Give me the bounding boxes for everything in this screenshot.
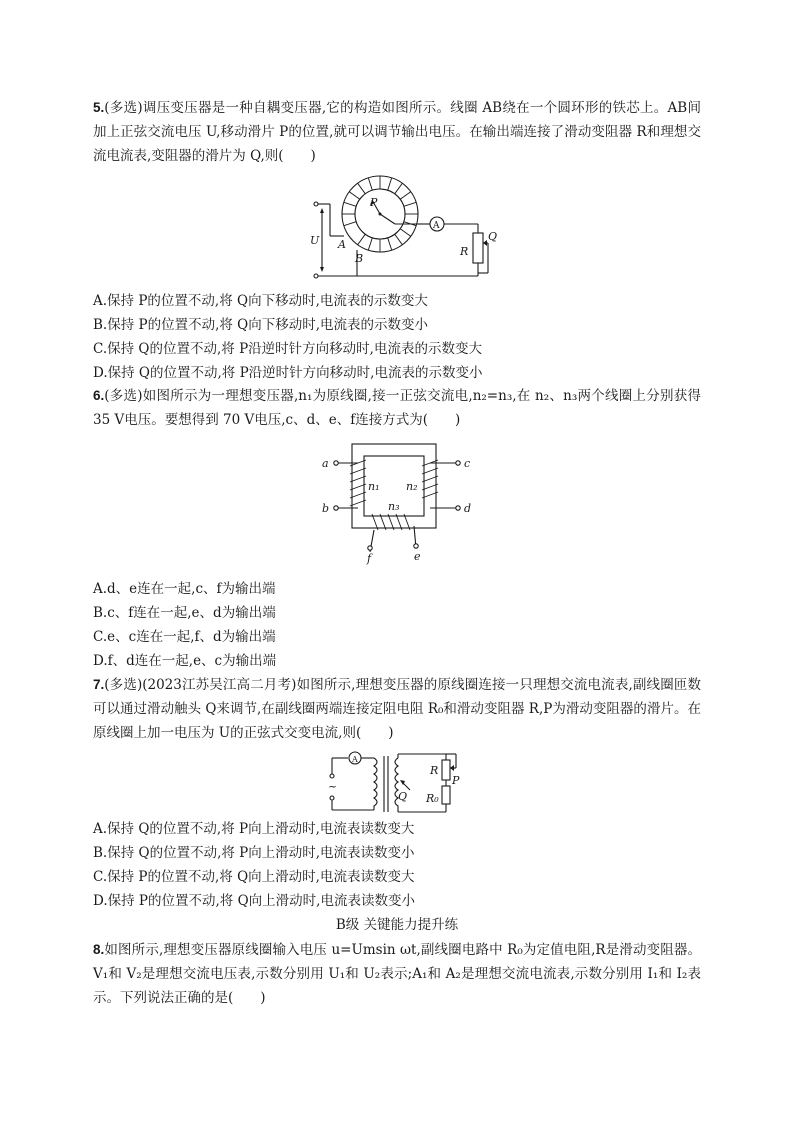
question-6 xyxy=(93,384,701,432)
question-number: 7. xyxy=(93,677,105,692)
label-q: Q xyxy=(398,790,408,803)
label-b: B xyxy=(355,252,364,265)
section-heading: B级 关键能力提升练 xyxy=(335,917,459,933)
q6-option-b[interactable]: B.c、f连在一起,e、d为输出端 xyxy=(93,605,276,621)
question-8 xyxy=(93,938,701,1010)
label-r0: R₀ xyxy=(426,792,439,805)
label-p: P xyxy=(370,196,378,209)
q7-option-d[interactable]: D.保持 P的位置不动,将 Q向上滑动时,电流表读数变小 xyxy=(93,893,415,909)
question-7 xyxy=(93,673,701,745)
q5-option-d[interactable]: D.保持 Q的位置不动,将 P沿逆时针方向移动时,电流表的示数变小 xyxy=(93,365,483,381)
question-number: 8. xyxy=(93,942,105,957)
terminal-c: c xyxy=(464,457,471,470)
ammeter-label: A xyxy=(433,221,440,231)
q5-option-b[interactable]: B.保持 P的位置不动,将 Q向下移动时,电流表的示数变小 xyxy=(93,317,429,333)
q6-option-d[interactable]: D.f、d连在一起,e、c为输出端 xyxy=(93,653,277,669)
q6-option-c[interactable]: C.e、c连在一起,f、d为输出端 xyxy=(93,629,276,645)
question-text: (多选)(2023江苏吴江高二月考)如图所示,理想变压器的原线圈连接一只理想交流电流表,副线圈匝数可以通过滑动触头 Q来调节,在副线圈两端连接定阻电阻 R₀和滑动变阻器 R,P为滑动变阻器的滑片。在原线圈上加一电压为 U的正弦式交变电流,则( ) xyxy=(93,677,701,741)
q6-option-a[interactable]: A.d、e连在一起,c、f为输出端 xyxy=(93,581,276,597)
ammeter-label: A xyxy=(352,755,358,764)
q5-option-a[interactable]: A.保持 P的位置不动,将 Q向下移动时,电流表的示数变大 xyxy=(93,293,428,309)
label-u: U xyxy=(310,234,320,247)
ac-source-icon: ~ xyxy=(328,780,338,793)
question-text: (多选)如图所示为一理想变压器,n₁为原线圈,接一正弦交流电,n₂=n₃,在 n₂、n₃两个线圈上分别获得 35 V电压。要想得到 70 V电压,c、d、e、f连接方式为( ) xyxy=(93,388,701,428)
coil-n3-label: n₃ xyxy=(388,500,400,513)
terminal-b: b xyxy=(322,502,330,515)
label-r: R xyxy=(430,764,439,777)
question-text: 如图所示,理想变压器原线圈输入电压 u=Umsin ωt,副线圈电路中 R₀为定值电阻,R是滑动变阻器。V₁和 V₂是理想交流电压表,示数分别用 U₁和 U₂表示;A₁和 A₂是理想交流电流表,示数分别用 I₁和 I₂表示。下列说法正确的是( ) xyxy=(93,942,701,1006)
question-5 xyxy=(93,96,701,168)
q7-option-a[interactable]: A.保持 Q的位置不动,将 P向上滑动时,电流表读数变大 xyxy=(93,821,415,837)
terminal-f: f xyxy=(367,552,372,565)
question-text: (多选)调压变压器是一种自耦变压器,它的构造如图所示。线圈 AB绕在一个圆环形的铁芯上。AB间加上正弦交流电压 U,移动滑片 P的位置,就可以调节输出电压。在输出端连接了滑动变阻器 R和理想交流电流表,变阻器的滑片为 Q,则( ) xyxy=(93,100,701,164)
coil-n1-label: n₁ xyxy=(368,480,380,493)
q7-option-b[interactable]: B.保持 Q的位置不动,将 P向上滑动时,电流表读数变小 xyxy=(93,845,415,861)
coil-n2-label: n₂ xyxy=(406,480,418,493)
terminal-e: e xyxy=(414,550,421,563)
autotransformer-figure xyxy=(300,170,510,285)
q7-option-c[interactable]: C.保持 P的位置不动,将 Q向上滑动时,电流表读数变大 xyxy=(93,869,415,885)
label-r: R xyxy=(460,245,469,258)
label-p: P xyxy=(452,774,460,787)
question-number: 5. xyxy=(93,100,105,115)
label-a: A xyxy=(338,238,346,251)
three-coil-transformer-figure xyxy=(318,440,478,565)
question-number: 6. xyxy=(93,388,105,403)
label-q: Q xyxy=(488,230,498,243)
q5-option-c[interactable]: C.保持 Q的位置不动,将 P沿逆时针方向移动时,电流表的示数变大 xyxy=(93,341,482,357)
adjustable-transformer-figure xyxy=(318,748,478,816)
terminal-a: a xyxy=(322,457,329,470)
terminal-d: d xyxy=(464,502,472,515)
